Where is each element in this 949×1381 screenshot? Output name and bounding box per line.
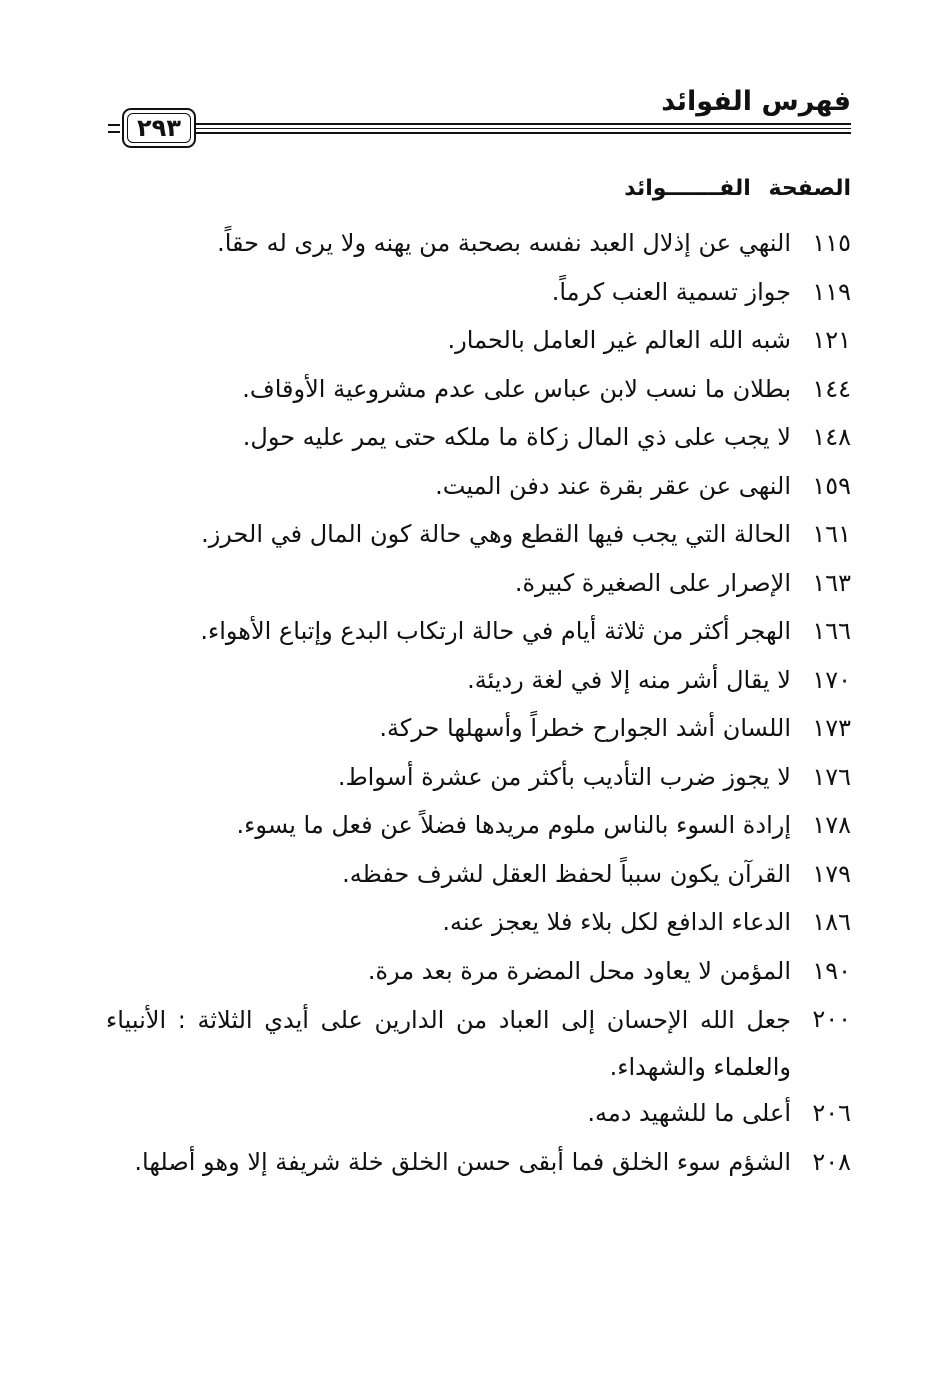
page-number-frame	[122, 108, 196, 148]
entry-page: ٢٠٠	[812, 1005, 851, 1033]
entry-text: القرآن يكون سبباً لحفظ العقل لشرف حفظه.	[342, 859, 791, 888]
list-item	[106, 1091, 851, 1140]
list-item	[106, 706, 851, 755]
entry-page: ١٧٦	[812, 762, 851, 791]
entry-text: جواز تسمية العنب كرماً.	[551, 277, 791, 306]
list-item	[106, 852, 851, 901]
entry-page: ١٦٣	[812, 568, 851, 597]
entry-page: ١٨٦	[812, 908, 851, 936]
list-item	[106, 464, 851, 513]
entry-page: ١٥٩	[812, 471, 851, 500]
entry-page: ١٤٤	[812, 374, 851, 403]
entry-page: ١٧٣	[812, 714, 851, 742]
entry-text: الشؤم سوء الخلق فما أبقى حسن الخلق خلة شريفة إلا وهو أصلها.	[134, 1147, 791, 1176]
entry-text: المؤمن لا يعاود محل المضرة مرة بعد مرة.	[367, 956, 791, 985]
list-item	[106, 803, 851, 852]
list-item	[106, 415, 851, 464]
list-item	[106, 949, 851, 998]
page-number: ٢٩٣	[137, 114, 181, 142]
entry-page: ١٧٩	[812, 859, 851, 888]
entry-text: النهي عن إذلال العبد نفسه بصحبة من يهنه ولا يرى له حقاً.	[217, 229, 791, 257]
list-item	[106, 755, 851, 804]
entry-page: ١١٩	[812, 277, 851, 306]
list-item	[106, 609, 851, 658]
list-item	[106, 561, 851, 610]
entry-page: ١١٥	[812, 229, 851, 257]
entry-text: الدعاء الدافع لكل بلاء فلا يعجز عنه.	[442, 908, 791, 936]
entry-page: ٢٠٦	[812, 1099, 851, 1127]
list-item	[106, 900, 851, 949]
entry-text: جعل الله الإحسان إلى العباد من الدارين على أيدي الثلاثة : الأنبياء والعلماء والشهداء.	[106, 1006, 791, 1081]
entry-page: ١٢١	[812, 326, 851, 354]
list-item	[106, 318, 851, 367]
entry-text: لا يجوز ضرب التأديب بأكثر من عشرة أسواط.	[337, 762, 791, 791]
entry-page: ٢٠٨	[812, 1147, 851, 1176]
entry-page: ١٤٨	[812, 423, 851, 451]
entry-text: النهى عن عقر بقرة عند دفن الميت.	[435, 471, 791, 500]
list-item	[106, 367, 851, 416]
entries-list	[106, 221, 851, 1188]
entry-page: ١٧٠	[812, 665, 851, 694]
column-header-page: الصفحة	[768, 176, 851, 201]
entry-text: الإصرار على الصغيرة كبيرة.	[514, 568, 791, 597]
entry-text: الحالة التي يجب فيها القطع وهي حالة كون المال في الحرز.	[201, 520, 791, 548]
list-item	[106, 997, 851, 1091]
list-item	[106, 658, 851, 707]
column-header-topic: الفـــــــوائد	[624, 176, 751, 201]
entry-text: إرادة السوء بالناس ملوم مريدها فضلاً عن فعل ما يسوء.	[236, 811, 791, 839]
entry-text: لا يقال أشر منه إلا في لغة رديئة.	[467, 665, 791, 694]
frame-dash-top	[108, 124, 120, 126]
column-header	[91, 176, 851, 201]
entry-text: الهجر أكثر من ثلاثة أيام في حالة ارتكاب البدع وإتباع الأهواء.	[200, 617, 791, 645]
entry-text: اللسان أشد الجوارح خطراً وأسهلها حركة.	[379, 714, 791, 742]
entry-page: ١٩٠	[812, 956, 851, 985]
entry-page: ١٦٦	[812, 617, 851, 645]
frame-dash-bottom	[108, 131, 120, 133]
page-title: فهرس الفوائد	[661, 86, 851, 117]
entry-text: لا يجب على ذي المال زكاة ما ملكه حتى يمر عليه حول.	[242, 423, 791, 451]
header-rule	[196, 123, 851, 134]
list-item	[106, 270, 851, 319]
entry-page: ١٦١	[812, 520, 851, 548]
list-item	[106, 512, 851, 561]
list-item	[106, 1140, 851, 1189]
entry-text: شبه الله العالم غير العامل بالحمار.	[447, 326, 791, 354]
entry-text: بطلان ما نسب لابن عباس على عدم مشروعية الأوقاف.	[242, 374, 791, 403]
entry-page: ١٧٨	[812, 811, 851, 839]
list-item	[106, 221, 851, 270]
entry-text: أعلى ما للشهيد دمه.	[587, 1099, 791, 1127]
